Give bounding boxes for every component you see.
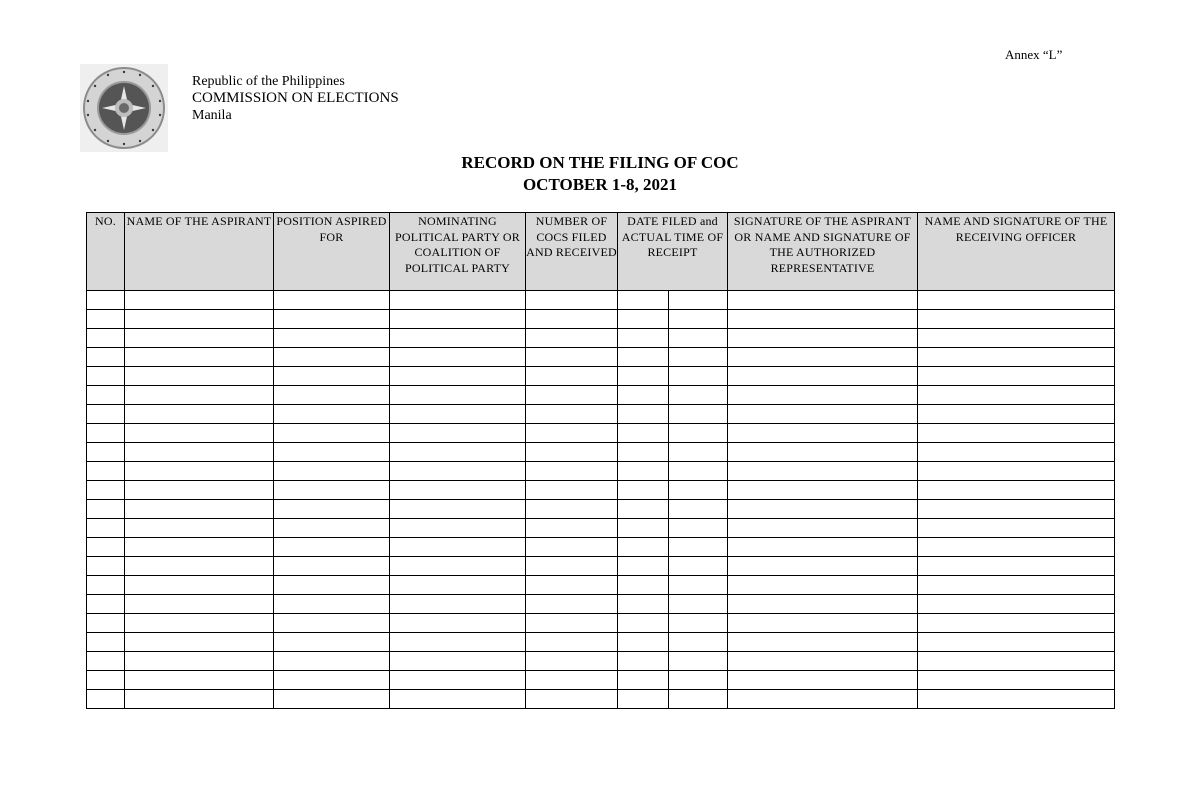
cell-date	[618, 595, 669, 614]
table-row	[87, 405, 1115, 424]
cell-date	[618, 690, 669, 709]
cell-cocs	[526, 424, 618, 443]
cell-date	[618, 519, 669, 538]
cell-date	[618, 310, 669, 329]
table-row	[87, 348, 1115, 367]
cell-signature	[728, 690, 918, 709]
cell-time	[669, 462, 728, 481]
col-header-cocs: NUMBER OF COCS FILED AND RECEIVED	[526, 213, 618, 291]
cell-party	[390, 367, 526, 386]
cell-officer	[918, 595, 1115, 614]
cell-officer	[918, 443, 1115, 462]
cell-time	[669, 633, 728, 652]
cell-no	[87, 633, 125, 652]
cell-officer	[918, 500, 1115, 519]
cell-name	[125, 367, 274, 386]
cell-officer	[918, 329, 1115, 348]
col-header-signature: SIGNATURE OF THE ASPIRANT OR NAME AND SIGNATURE OF THE AUTHORIZED REPRESENTATIVE	[728, 213, 918, 291]
cell-no	[87, 595, 125, 614]
cell-name	[125, 386, 274, 405]
cell-cocs	[526, 538, 618, 557]
cell-cocs	[526, 462, 618, 481]
cell-time	[669, 614, 728, 633]
cell-party	[390, 329, 526, 348]
cell-signature	[728, 595, 918, 614]
cell-cocs	[526, 690, 618, 709]
col-header-name: NAME OF THE ASPIRANT	[125, 213, 274, 291]
cell-time	[669, 690, 728, 709]
cell-position	[274, 500, 390, 519]
cell-officer	[918, 291, 1115, 310]
cell-name	[125, 519, 274, 538]
cell-date	[618, 386, 669, 405]
cell-position	[274, 386, 390, 405]
cell-name	[125, 424, 274, 443]
cell-cocs	[526, 576, 618, 595]
cell-date	[618, 367, 669, 386]
record-table	[86, 212, 1115, 709]
cell-position	[274, 424, 390, 443]
cell-officer	[918, 348, 1115, 367]
cell-cocs	[526, 500, 618, 519]
cell-party	[390, 424, 526, 443]
cell-position	[274, 462, 390, 481]
cell-date	[618, 633, 669, 652]
table-row	[87, 671, 1115, 690]
cell-no	[87, 614, 125, 633]
cell-position	[274, 652, 390, 671]
cell-name	[125, 690, 274, 709]
cell-name	[125, 652, 274, 671]
cell-party	[390, 557, 526, 576]
cell-position	[274, 443, 390, 462]
letterhead	[192, 73, 399, 124]
cell-no	[87, 481, 125, 500]
table-row	[87, 652, 1115, 671]
cell-party	[390, 576, 526, 595]
cell-signature	[728, 443, 918, 462]
cell-cocs	[526, 633, 618, 652]
cell-position	[274, 348, 390, 367]
cell-position	[274, 595, 390, 614]
cell-name	[125, 538, 274, 557]
col-header-date: DATE FILED and ACTUAL TIME OF RECEIPT	[618, 213, 728, 291]
table-row	[87, 329, 1115, 348]
commission-line: COMMISSION ON ELECTIONS	[192, 90, 399, 106]
cell-time	[669, 652, 728, 671]
cell-date	[618, 291, 669, 310]
table-row	[87, 424, 1115, 443]
cell-party	[390, 348, 526, 367]
cell-time	[669, 310, 728, 329]
cell-signature	[728, 614, 918, 633]
cell-no	[87, 386, 125, 405]
table-row	[87, 481, 1115, 500]
cell-name	[125, 348, 274, 367]
cell-position	[274, 329, 390, 348]
cell-position	[274, 367, 390, 386]
col-header-party: NOMINATING POLITICAL PARTY OR COALITION OF POLITICAL PARTY	[390, 213, 526, 291]
col-header-officer: NAME AND SIGNATURE OF THE RECEIVING OFFICER	[918, 213, 1115, 291]
cell-time	[669, 291, 728, 310]
table-row	[87, 557, 1115, 576]
table-row	[87, 310, 1115, 329]
cell-no	[87, 538, 125, 557]
cell-date	[618, 538, 669, 557]
cell-officer	[918, 671, 1115, 690]
cell-signature	[728, 348, 918, 367]
cell-officer	[918, 424, 1115, 443]
cell-cocs	[526, 348, 618, 367]
cell-cocs	[526, 614, 618, 633]
col-header-position: POSITION ASPIRED FOR	[274, 213, 390, 291]
cell-signature	[728, 462, 918, 481]
cell-name	[125, 633, 274, 652]
cell-officer	[918, 557, 1115, 576]
cell-time	[669, 424, 728, 443]
cell-name	[125, 462, 274, 481]
cell-no	[87, 671, 125, 690]
cell-officer	[918, 367, 1115, 386]
cell-cocs	[526, 367, 618, 386]
cell-officer	[918, 538, 1115, 557]
republic-line: Republic of the Philippines	[192, 74, 345, 89]
table-row	[87, 367, 1115, 386]
cell-signature	[728, 310, 918, 329]
cell-date	[618, 481, 669, 500]
cell-cocs	[526, 652, 618, 671]
cell-party	[390, 462, 526, 481]
cell-party	[390, 519, 526, 538]
cell-position	[274, 519, 390, 538]
cell-officer	[918, 481, 1115, 500]
cell-name	[125, 595, 274, 614]
cell-signature	[728, 519, 918, 538]
cell-officer	[918, 462, 1115, 481]
table-row	[87, 595, 1115, 614]
table-body	[87, 291, 1115, 709]
cell-party	[390, 595, 526, 614]
cell-position	[274, 671, 390, 690]
comelec-seal-logo	[80, 64, 168, 152]
cell-date	[618, 671, 669, 690]
cell-name	[125, 671, 274, 690]
cell-name	[125, 291, 274, 310]
cell-name	[125, 443, 274, 462]
cell-signature	[728, 424, 918, 443]
cell-officer	[918, 405, 1115, 424]
cell-date	[618, 329, 669, 348]
cell-date	[618, 576, 669, 595]
cell-party	[390, 291, 526, 310]
cell-no	[87, 443, 125, 462]
cell-position	[274, 557, 390, 576]
cell-cocs	[526, 519, 618, 538]
cell-date	[618, 652, 669, 671]
table-row	[87, 614, 1115, 633]
table-row	[87, 291, 1115, 310]
document-title: RECORD ON THE FILING OF COC	[461, 153, 739, 172]
cell-party	[390, 405, 526, 424]
cell-time	[669, 386, 728, 405]
cell-no	[87, 348, 125, 367]
cell-date	[618, 462, 669, 481]
cell-signature	[728, 386, 918, 405]
cell-signature	[728, 405, 918, 424]
cell-signature	[728, 671, 918, 690]
cell-position	[274, 614, 390, 633]
cell-officer	[918, 633, 1115, 652]
document-date: OCTOBER 1-8, 2021	[522, 175, 678, 194]
cell-party	[390, 500, 526, 519]
cell-no	[87, 291, 125, 310]
cell-name	[125, 405, 274, 424]
cell-signature	[728, 633, 918, 652]
cell-date	[618, 500, 669, 519]
cell-officer	[918, 652, 1115, 671]
cell-cocs	[526, 595, 618, 614]
cell-signature	[728, 500, 918, 519]
cell-date	[618, 405, 669, 424]
cell-time	[669, 595, 728, 614]
cell-date	[618, 348, 669, 367]
cell-time	[669, 348, 728, 367]
cell-date	[618, 424, 669, 443]
cell-party	[390, 443, 526, 462]
cell-party	[390, 481, 526, 500]
cell-no	[87, 519, 125, 538]
cell-no	[87, 690, 125, 709]
cell-cocs	[526, 291, 618, 310]
cell-no	[87, 652, 125, 671]
table-row	[87, 690, 1115, 709]
table-row	[87, 633, 1115, 652]
cell-date	[618, 557, 669, 576]
cell-position	[274, 576, 390, 595]
cell-time	[669, 519, 728, 538]
cell-officer	[918, 386, 1115, 405]
cell-no	[87, 462, 125, 481]
table-header-row	[87, 213, 1115, 291]
cell-signature	[728, 329, 918, 348]
cell-signature	[728, 576, 918, 595]
cell-officer	[918, 576, 1115, 595]
cell-no	[87, 557, 125, 576]
cell-party	[390, 538, 526, 557]
cell-officer	[918, 519, 1115, 538]
annex-label: Annex “L”	[1005, 47, 1063, 62]
cell-no	[87, 310, 125, 329]
cell-time	[669, 481, 728, 500]
cell-time	[669, 671, 728, 690]
cell-cocs	[526, 405, 618, 424]
cell-name	[125, 481, 274, 500]
cell-signature	[728, 652, 918, 671]
cell-cocs	[526, 481, 618, 500]
cell-party	[390, 690, 526, 709]
cell-cocs	[526, 329, 618, 348]
cell-officer	[918, 690, 1115, 709]
cell-signature	[728, 291, 918, 310]
table-row	[87, 500, 1115, 519]
cell-party	[390, 386, 526, 405]
cell-name	[125, 310, 274, 329]
cell-no	[87, 576, 125, 595]
cell-cocs	[526, 557, 618, 576]
table-row	[87, 576, 1115, 595]
cell-time	[669, 405, 728, 424]
cell-position	[274, 481, 390, 500]
cell-position	[274, 690, 390, 709]
cell-name	[125, 500, 274, 519]
cell-signature	[728, 367, 918, 386]
cell-party	[390, 633, 526, 652]
cell-name	[125, 614, 274, 633]
cell-officer	[918, 310, 1115, 329]
cell-position	[274, 405, 390, 424]
cell-cocs	[526, 443, 618, 462]
cell-time	[669, 576, 728, 595]
cell-date	[618, 614, 669, 633]
cell-name	[125, 329, 274, 348]
cell-party	[390, 310, 526, 329]
cell-no	[87, 424, 125, 443]
cell-no	[87, 405, 125, 424]
cell-cocs	[526, 386, 618, 405]
cell-signature	[728, 557, 918, 576]
cell-time	[669, 443, 728, 462]
table-row	[87, 443, 1115, 462]
cell-position	[274, 538, 390, 557]
cell-party	[390, 671, 526, 690]
table-row	[87, 519, 1115, 538]
cell-signature	[728, 481, 918, 500]
cell-date	[618, 443, 669, 462]
cell-party	[390, 614, 526, 633]
cell-time	[669, 367, 728, 386]
col-header-no: NO.	[87, 213, 125, 291]
city-line: Manila	[192, 108, 232, 123]
cell-time	[669, 538, 728, 557]
cell-officer	[918, 614, 1115, 633]
table-row	[87, 386, 1115, 405]
cell-no	[87, 500, 125, 519]
cell-position	[274, 291, 390, 310]
table-row	[87, 462, 1115, 481]
cell-time	[669, 500, 728, 519]
cell-name	[125, 576, 274, 595]
cell-no	[87, 367, 125, 386]
cell-party	[390, 652, 526, 671]
cell-cocs	[526, 671, 618, 690]
cell-time	[669, 329, 728, 348]
cell-name	[125, 557, 274, 576]
cell-signature	[728, 538, 918, 557]
cell-time	[669, 557, 728, 576]
cell-position	[274, 633, 390, 652]
cell-cocs	[526, 310, 618, 329]
table-row	[87, 538, 1115, 557]
cell-position	[274, 310, 390, 329]
cell-no	[87, 329, 125, 348]
